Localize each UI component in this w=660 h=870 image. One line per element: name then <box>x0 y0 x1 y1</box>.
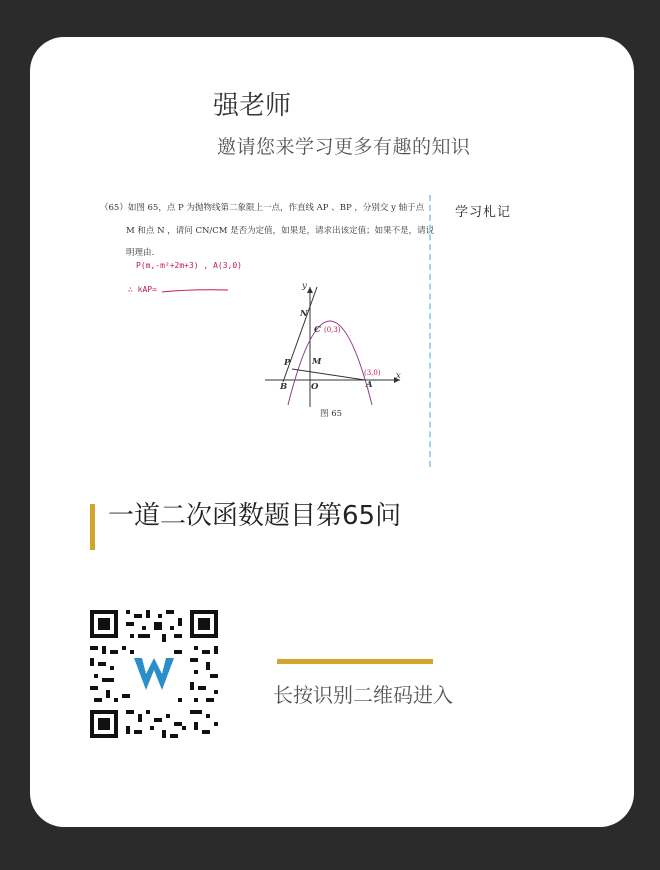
share-card <box>30 37 634 827</box>
hint-accent-line <box>277 659 433 664</box>
label-M: M <box>312 357 322 367</box>
notes-divider <box>429 195 431 467</box>
label-C-coord: (0,3) <box>324 326 341 334</box>
qr-hint-text: 长按识别二维码进入 <box>273 683 453 707</box>
invite-text: 邀请您来学习更多有趣的知识 <box>217 136 471 158</box>
label-O: O <box>311 382 319 392</box>
qr-code[interactable] <box>90 610 218 738</box>
label-N: N <box>300 309 308 319</box>
problem-line-3: 明理由. <box>126 248 155 258</box>
handwritten-note-2: ∴ kAP= <box>128 285 157 294</box>
handwritten-note-1: P(m,-m²+2m+3) , A(3,0) <box>136 261 242 270</box>
label-B: B <box>280 382 288 392</box>
problem-line-2: M 和点 N ，请问 CN/CM 是否为定值，如果是，请求出该定值；如果不是，请说 <box>126 226 435 236</box>
title-accent-bar <box>90 504 95 550</box>
notes-label: 学习札记 <box>455 205 512 220</box>
label-x: x <box>396 371 401 381</box>
label-y: y <box>302 281 307 291</box>
teacher-name: 强老师 <box>213 91 292 121</box>
topic-title: 一道二次函数题目第65问 <box>108 501 402 531</box>
label-A-coord: (3,0) <box>364 369 381 377</box>
problem-line-1: （65）如图 65，点 P 为抛物线第二象限上一点，作直线 AP 、BP ，分别交 y 轴于点 <box>100 203 425 213</box>
label-C: C <box>314 325 321 335</box>
label-A: A <box>366 380 373 390</box>
label-P: P <box>284 358 291 368</box>
figure-caption: 图 65 <box>320 409 343 419</box>
